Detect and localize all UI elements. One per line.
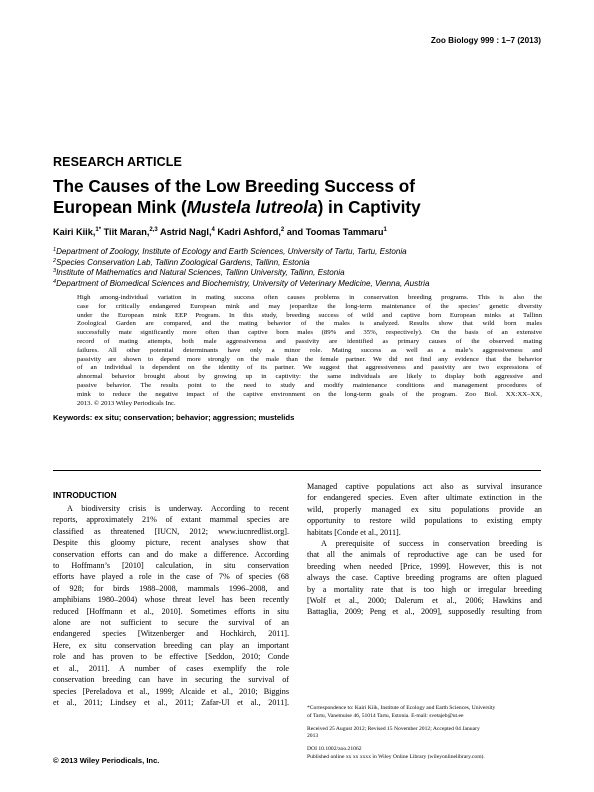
left-column-body	[53, 503, 289, 708]
section-label: RESEARCH ARTICLE	[53, 155, 182, 169]
body-text-line: always the case. Captive breeding programs are often plagued	[307, 573, 542, 583]
author-affiliation-marker: 4	[211, 227, 215, 233]
title-line-2-start: European Mink (	[53, 197, 187, 217]
introduction-heading: INTRODUCTION	[53, 490, 117, 500]
article-title	[53, 176, 533, 218]
abstract	[77, 294, 542, 408]
author-name: Kadri Ashford,	[214, 227, 281, 237]
author-name: Astrid Nagl,	[157, 227, 212, 237]
body-text-line: breeding when needed [Price, 1999]. However, this is not	[307, 561, 542, 571]
affiliation-line	[53, 258, 553, 269]
correspondence-line-1: *Correspondence to: Kairi Kiik, Institute of Ecology and Earth Sciences, University	[307, 705, 496, 711]
correspondence-line-2: of Tartu, Vanemuise 46, 51014 Tartu, Estonia. E-mail: svetajeb@ut.ee	[307, 712, 464, 719]
author-affiliation-marker: 1	[383, 227, 387, 233]
author-affiliation-marker: 2	[280, 227, 285, 233]
body-text-line: reports, approximately 21% of extant mammal species are	[53, 515, 289, 525]
body-text-line: conservation breeding can have in securing the survival of	[53, 675, 289, 685]
body-text-line: opportunity to restore wild populations to existing empty	[307, 516, 542, 526]
affiliations	[53, 247, 553, 289]
correspondence-notes	[307, 705, 543, 762]
copyright-footer: © 2013 Wiley Periodicals, Inc.	[53, 756, 160, 765]
abstract-line: abnormal behavior brought about by growing up in captivity: the same individuals are likely to display both aggressive and	[77, 373, 542, 381]
published-online: Published online xx xx xxxx in Wiley Online Library (wileyonlinelibrary.com).	[307, 753, 485, 760]
body-text-line: efforts have played a role in the case of 7% of species (68	[53, 572, 289, 582]
body-text-line: [Wolf et al., 2000; Dalerum et al., 2006; Hawkins and	[307, 596, 542, 606]
body-text-line: classified as threatened [IUCN, 2012; www.iucnredlist.org].	[53, 526, 289, 536]
body-text-line: by a mortality rate that is too high or irregular breeding	[307, 584, 542, 594]
body-text-line: Battaglia, 2009; Peng et al., 2009], supposedly resulting from	[307, 607, 542, 617]
body-text-line: et al., 2011; Lindsey et al., 2011; Zafar-Ul et al., 2011].	[53, 697, 289, 707]
affiliation-text: Institute of Mathematics and Natural Sciences, Tallinn University, Tallinn, Estonia	[56, 268, 345, 278]
abstract-line: passivity are shown to depend more strongly on the male than the female partner. We did not find any evidence that the behavior	[77, 355, 542, 363]
abstract-line: under the European mink EEP Program. In this study, breeding success of wild and captive born European minks at Tallinn	[77, 311, 542, 319]
species-name: Mustela lutreola	[186, 197, 318, 217]
author-name: Kairi Kiik,	[53, 227, 96, 237]
body-text-line: endangered species [Witzenberger and Hochkirch, 2011].	[53, 629, 289, 639]
body-text-line: species [Pereladova et al., 1999; Alcaide et al., 2010; Biggins	[53, 686, 289, 696]
body-text-line: alone are not sufficient to secure the survival of an	[53, 618, 289, 628]
affiliation-marker: 3	[53, 268, 57, 275]
received-dates-line-2: 2013	[307, 733, 319, 740]
keywords: Keywords: ex situ; conservation; behavior; aggression; mustelids	[53, 413, 295, 422]
right-column-body	[307, 481, 542, 618]
body-text-line: to Hoffmann’s [2010] calculation, in situ conservation	[53, 561, 289, 571]
affiliation-line	[53, 279, 553, 290]
abstract-line: mink to reduce the negative impact of the captive environment on the long-term goals of the program. Zoo Biol. XX:XX–XX,	[77, 390, 542, 398]
author-name: Tiit Maran,	[101, 227, 150, 237]
body-text-line: A biodiversity crisis is underway. According to recent	[67, 504, 289, 513]
abstract-line: 2013. © 2013 Wiley Periodicals Inc.	[77, 399, 176, 407]
abstract-line: High among-individual variation in mating success often causes problems in conservation breeding programs. This is also the	[77, 294, 542, 301]
title-line-1: The Causes of the Low Breeding Success of	[53, 176, 415, 196]
body-text-line: conservation efforts can and do make a difference. According	[53, 549, 289, 559]
body-text-line: A prerequisite of success in conservation breeding is	[321, 539, 542, 549]
author-affiliation-marker: 2,3	[149, 227, 158, 233]
body-text-line: habitats [Conde et al., 2011].	[307, 527, 401, 537]
abstract-line: failures. All other potential determinants have only a minor role. Mating success as well as a male’s aggressiveness and	[77, 346, 542, 354]
received-dates-line-1: Received 25 August 2012; Revised 15 November 2012; Accepted 04 January	[307, 725, 480, 732]
body-text-line: et al., 2011]. A number of cases exemplify the role	[53, 663, 289, 673]
author-name: and Toomas Tammaru	[284, 227, 384, 237]
journal-reference: Zoo Biology 999 : 1–7 (2013)	[430, 36, 541, 45]
abstract-line: Zoological Garden are compared, and the mating behavior of the males is analyzed. Results show that wild born males	[77, 320, 542, 328]
abstract-line: passive behavior. The results point to the need to study and modify maintenance conditions and management procedures of	[77, 381, 542, 389]
affiliation-line	[53, 268, 553, 279]
body-text-line: of 928; for birds 1988–2008, mammals 1996–2008, and	[53, 583, 289, 593]
body-text-line: reduced [Hoffmann et al., 2010]. Sometimes efforts in situ	[53, 606, 289, 616]
body-text-line: amphibians 1980–2004) whose threat level has been recently	[53, 595, 289, 605]
body-text-line: Managed captive populations act also as survival insurance	[307, 482, 542, 491]
affiliation-marker: 4	[53, 278, 57, 285]
body-text-line: Here, ex situ conservation breeding can play an important	[53, 640, 289, 650]
author-affiliation-marker: 1*	[95, 227, 102, 233]
body-text-line: that all the animals of reproductive age can be used for	[307, 550, 542, 560]
affiliation-text: Species Conservation Lab, Tallinn Zoological Gardens, Tallinn, Estonia	[56, 257, 310, 267]
section-divider	[53, 470, 541, 471]
body-text-line: wild, properly managed ex situ populations provide an	[307, 504, 542, 514]
affiliation-text: Department of Biomedical Sciences and Biochemistry, University of Veterinary Medicine, Vienna, Austria	[56, 278, 430, 288]
abstract-line: successfully mate significantly more often than captive born males (89% and 35%, respectively). On the basis of an extensive	[77, 329, 542, 337]
abstract-line: record of mating attempts, both male aggressiveness and passivity are identified as primary causes of the observed mating	[77, 337, 542, 345]
abstract-line: case for critically endangered European mink and may jeopardize the long-term maintenance of the species’ genetic diversity	[77, 302, 542, 310]
affiliation-text: Department of Zoology, Institute of Ecology and Earth Sciences, University of Tartu, Tartu, Estonia	[56, 247, 407, 256]
body-text-line: for endangered species. Even after ultimate extinction in the	[307, 493, 542, 503]
affiliation-line	[53, 247, 553, 258]
body-text-line: role and has proven to be effective [Seddon, 2010; Conde	[53, 652, 289, 662]
doi: DOI 10.1002/zoo.21062	[307, 746, 362, 753]
affiliation-marker: 1	[53, 247, 57, 253]
author-list	[53, 227, 543, 237]
body-text-line: Despite this gloomy picture, recent analyses show that	[53, 538, 289, 548]
abstract-line: of an individual is dependent on the identity of its partner. We suggest that aggressiveness and passivity are two expressions of	[77, 364, 542, 372]
affiliation-marker: 2	[53, 257, 57, 264]
title-line-2-end: ) in Captivity	[317, 197, 421, 217]
